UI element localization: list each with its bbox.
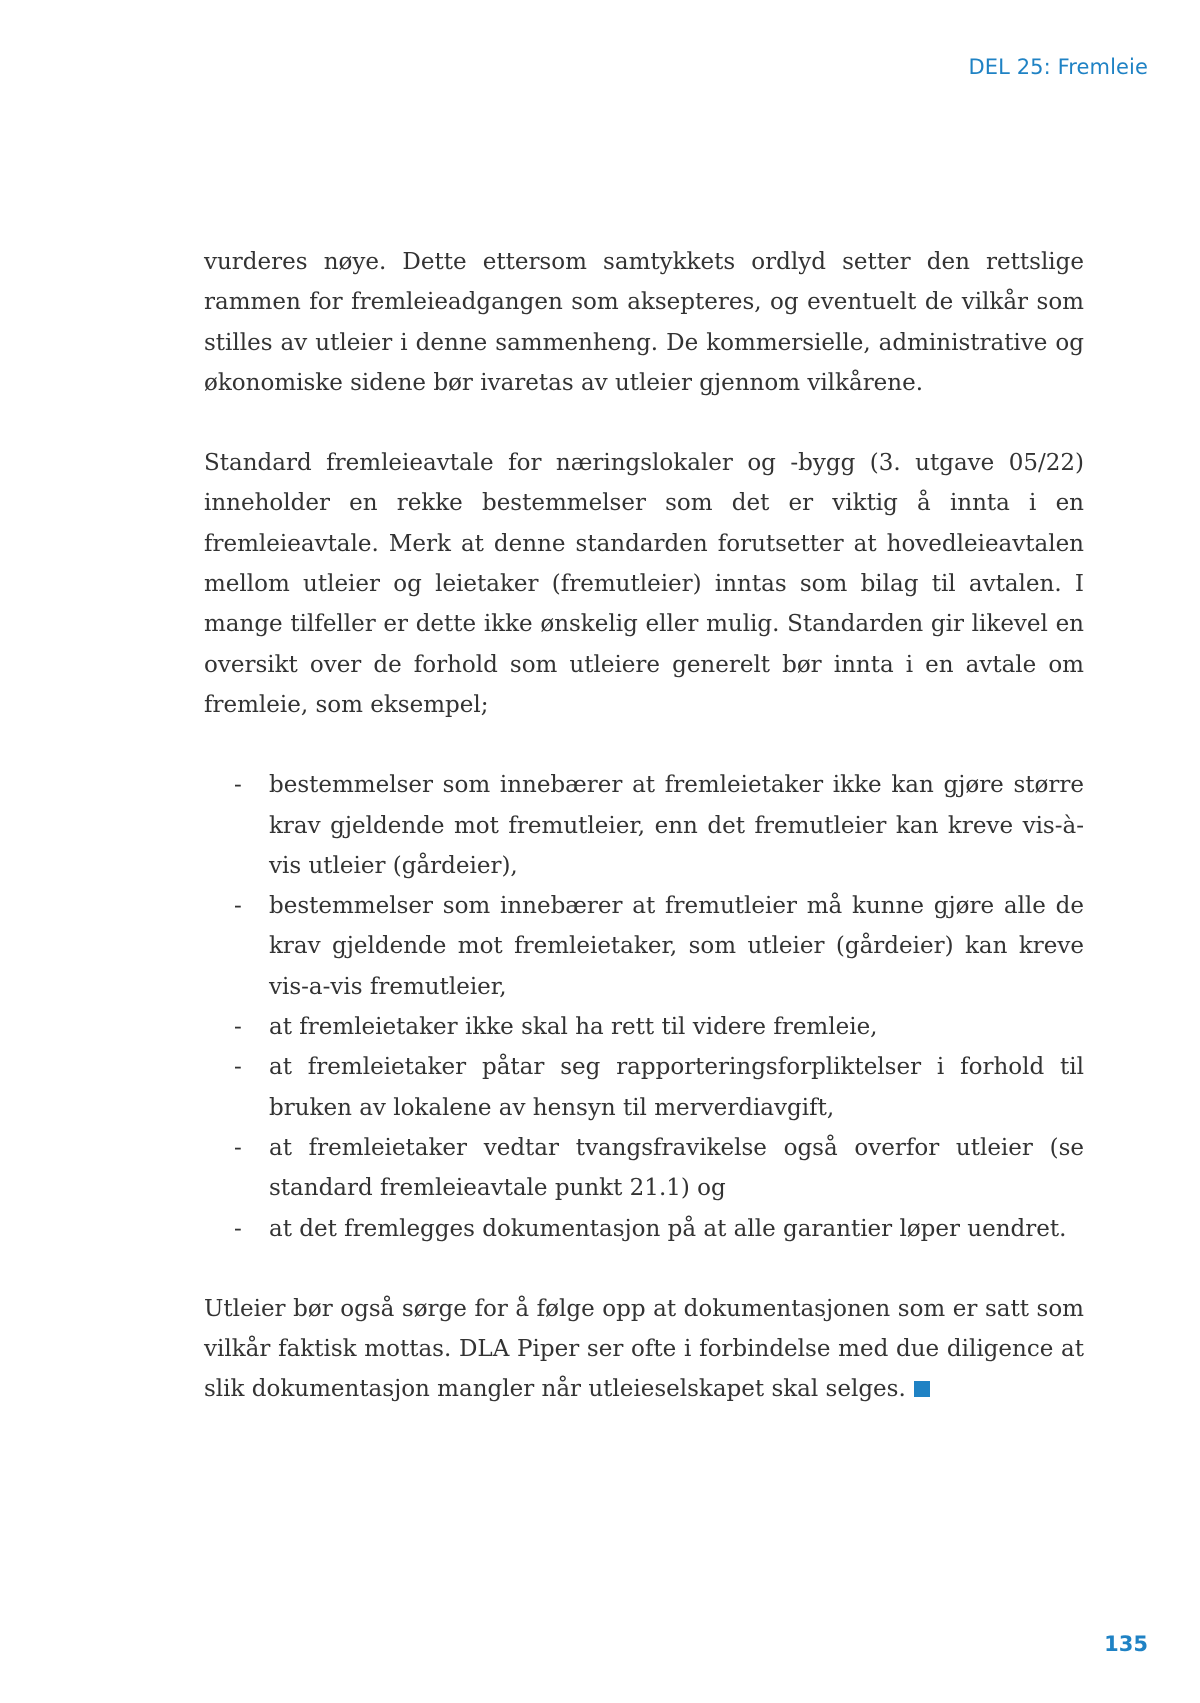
bullet-list xyxy=(204,765,1084,1249)
list-item xyxy=(204,1047,1084,1128)
list-item xyxy=(204,765,1084,886)
list-item-text: bestemmelser som innebærer at fremutleier må kunne gjøre alle de krav gjeldende mot fremleietaker, som utleier (gårdeier) kan kreve vis-a-vis fremutleier, xyxy=(269,893,1084,1000)
bullet-dash: - xyxy=(234,1134,242,1161)
paragraph: vurderes nøye. Dette ettersom samtykkets ordlyd setter den rettslige rammen for fremleieadgangen som aksepteres, og eventuelt de vilkår som stilles av utleier i denne sammenheng. De kommersielle, administrative og økonomiske sidene bør ivaretas av utleier gjennom vilkårene. xyxy=(204,249,1084,396)
page-number: 135 xyxy=(1104,1632,1148,1656)
closing-paragraph xyxy=(204,1289,1084,1410)
running-header: DEL 25: Fremleie xyxy=(968,55,1148,79)
closing-paragraph-text: Utleier bør også sørge for å følge opp at dokumentasjonen som er satt som vilkår faktisk mottas. DLA Piper ser ofte i forbindelse med due diligence at slik dokumentasjon mangler når utleieselskapet skal selges. xyxy=(204,1295,1084,1403)
list-item xyxy=(204,1007,1084,1047)
body-text xyxy=(204,242,1084,1410)
list-item-text: at fremleietaker påtar seg rapporteringsforpliktelser i forhold til bruken av lokalene av hensyn til merverdiavgift, xyxy=(269,1054,1084,1121)
list-item-text: at fremleietaker vedtar tvangsfravikelse også overfor utleier (se standard fremleieavtale punkt 21.1) og xyxy=(269,1134,1084,1202)
bullet-dash: - xyxy=(234,1215,242,1242)
list-item-text: at det fremlegges dokumentasjon på at alle garantier løper uendret. xyxy=(269,1215,1067,1242)
list-item xyxy=(204,1128,1084,1209)
bullet-dash: - xyxy=(234,1054,242,1081)
list-item xyxy=(204,886,1084,1007)
list-item xyxy=(204,1209,1084,1249)
paragraph: Standard fremleieavtale for næringslokaler og -bygg (3. utgave 05/22) inneholder en rekke bestemmelser som det er viktig å innta i en fremleieavtale. Merk at denne standarden forutsetter at hovedleieavtalen mellom utleier og leietaker (fremutleier) inntas som bilag til avtalen. I mange tilfeller er dette ikke ønskelig eller mulig. Standarden gir likevel en oversikt over de forhold som utleiere generelt bør innta i en avtale om fremleie, som eksempel; xyxy=(204,450,1084,718)
end-mark-square-icon xyxy=(914,1381,930,1397)
list-item-text: bestemmelser som innebærer at fremleietaker ikke kan gjøre større krav gjeldende mot fremutleier, enn det fremutleier kan kreve vis-à-vis utleier (gårdeier), xyxy=(269,772,1084,879)
bullet-dash: - xyxy=(234,772,242,799)
list-item-text: at fremleietaker ikke skal ha rett til videre fremleie, xyxy=(269,1014,878,1041)
bullet-dash: - xyxy=(234,1014,242,1041)
bullet-dash: - xyxy=(234,893,242,920)
